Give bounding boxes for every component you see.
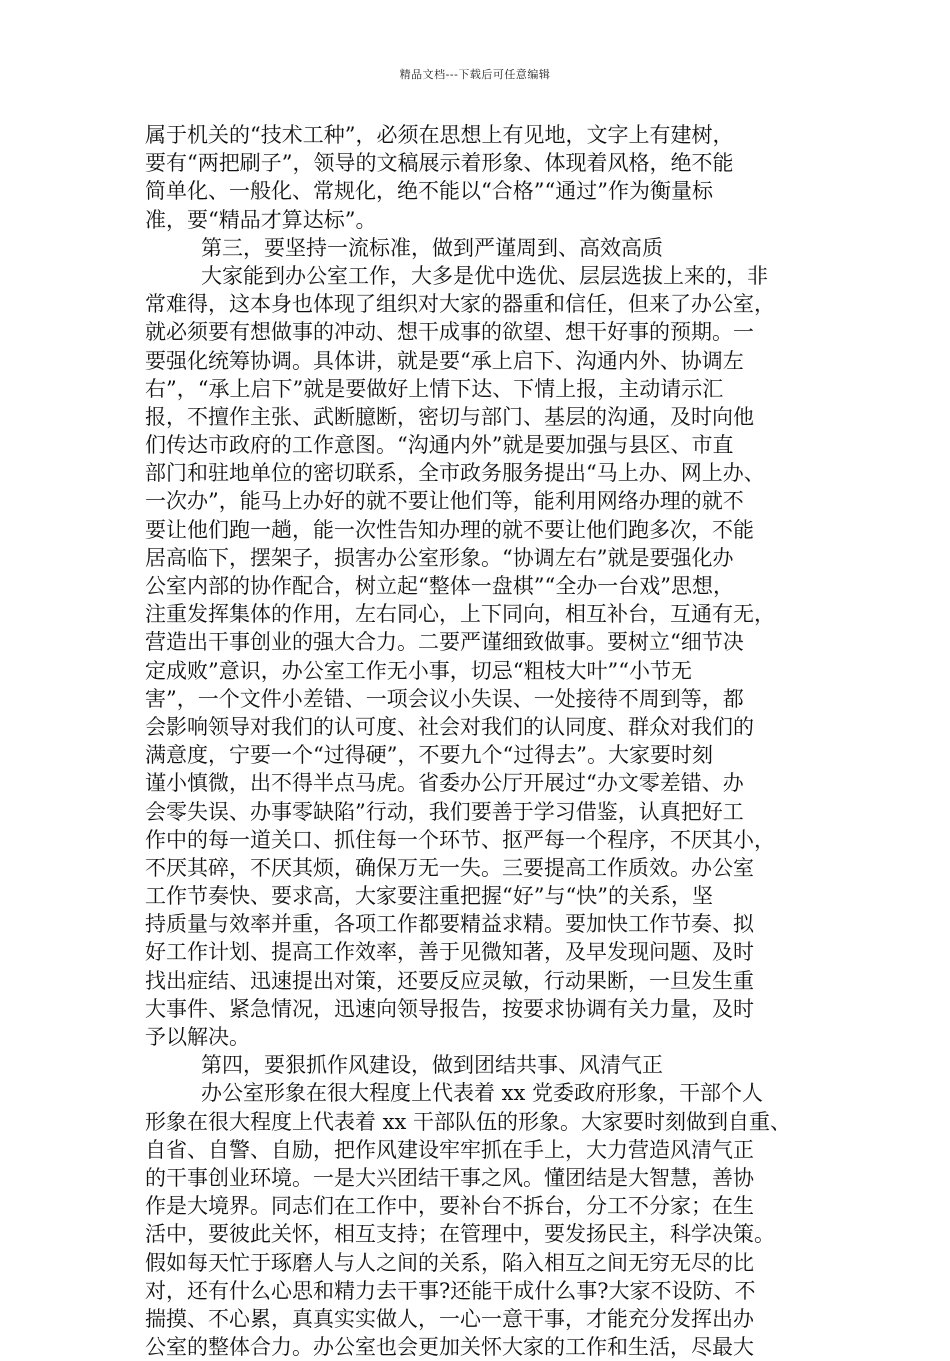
text-line: 对，还有什么心思和精力去干事?还能干成什么事?大家不设防、不 [145,1278,756,1303]
text-line: 一次办”，能马上办好的就不要让他们等，能利用网络办理的就不 [145,489,744,514]
text-line: 不厌其碎，不厌其烦，确保万无一失。三要提高工作质效。办公室 [145,855,754,880]
text-line: 大家能到办公室工作，大多是优中选优、层层选拔上来的，非 [201,263,768,288]
text-line: 营造出干事创业的强大合力。二要严谨细致做事。要树立“细节决 [145,630,744,655]
text-line: 找出症结、迅速提出对策，还要反应灵敏，行动果断，一旦发生重 [145,968,754,993]
text-line: 假如每天忙于琢磨人与人之间的关系，陷入相互之间无穷无尽的比 [145,1250,754,1275]
text-line: 就必须要有想做事的冲动、想干成事的欲望、想干好事的预期。一 [145,320,754,345]
text-line: 属于机关的“技术工种”，必须在思想上有见地，文字上有建树， [145,123,734,147]
text-line: 持质量与效率并重，各项工作都要精益求精。要加快工作节奏、拟 [145,912,754,937]
text-line: 要让他们跑一趟，能一次性告知办理的就不要让他们跑多次，不能 [145,517,754,542]
text-line: 形象在很大程度上代表着 xx 干部队伍的形象。大家要时刻做到自重、 [145,1109,792,1134]
text-line: 第三，要坚持一流标准，做到严谨周到、高效高质 [201,235,663,260]
text-line: 简单化、一般化、常规化，绝不能以“合格”“通过”作为衡量标 [145,179,713,204]
text-line: 谨小慎微，出不得半点马虎。省委办公厅开展过“办文零差错、办 [145,771,744,796]
text-line: 注重发挥集体的作用，左右同心，上下同向，相互补台，互通有无， [145,602,775,627]
text-line: 揣摸、不心累，真真实实做人，一心一意干事，才能充分发挥出办 [145,1306,754,1331]
text-line: 公室的整体合力。办公室也会更加关怀大家的工作和生活，尽最大 [145,1335,754,1360]
text-line: 定成败”意识，办公室工作无小事，切忌“粗枝大叶”“小节无 [145,658,692,683]
text-line: 常难得，这本身也体现了组织对大家的器重和信任，但来了办公室， [145,292,775,317]
text-line: 部门和驻地单位的密切联系，全市政务服务提出“马上办、网上办、 [145,461,765,486]
text-line: 作中的每一道关口、抓住每一个环节、抠严每一个程序，不厌其小， [145,827,775,852]
text-line: 会零失误、办事零缺陷”行动，我们要善于学习借鉴，认真把好工 [145,799,744,824]
text-line: 要强化统筹协调。具体讲，就是要“承上启下、沟通内外、协调左 [145,348,744,373]
text-line: 准，要“精品才算达标”。 [145,207,377,232]
text-line: 满意度，宁要一个“过得硬”，不要九个“过得去”。大家要时刻 [145,743,713,768]
text-line: 要有“两把刷子”，领导的文稿展示着形象、体现着风格，绝不能 [145,151,734,176]
text-line: 作是大境界。同志们在工作中，要补台不拆台，分工不分家；在生 [145,1194,754,1219]
text-line: 好工作计划、提高工作效率，善于见微知著，及早发现问题、及时 [145,940,754,965]
text-line: 第四，要狠抓作风建设，做到团结共事、风清气正 [201,1053,663,1078]
page-header: 精品文档---下载后可任意编辑 [399,68,551,81]
text-line: 右”，“承上启下”就是要做好上情下达、下情上报，主动请示汇 [145,376,724,401]
text-line: 大事件、紧急情况，迅速向领导报告，按要求协调有关力量，及时 [145,996,754,1021]
text-line: 活中，要彼此关怀，相互支持；在管理中，要发扬民主，科学决策。 [145,1222,775,1247]
text-line: 们传达市政府的工作意图。“沟通内外”就是要加强与县区、市直 [145,433,734,458]
text-line: 报，不擅作主张、武断臆断，密切与部门、基层的沟通，及时向他 [145,404,754,429]
text-line: 居高临下，摆架子，损害办公室形象。“协调左右”就是要强化办 [145,545,734,570]
text-line: 公室内部的协作配合，树立起“整体一盘棋”“全办一台戏”思想， [145,574,734,598]
text-line: 予以解决。 [145,1025,250,1049]
text-line: 工作节奏快、要求高，大家要注重把握“好”与“快”的关系，坚 [145,884,713,909]
document-body [145,121,811,1361]
text-line: 办公室形象在很大程度上代表着 xx 党委政府形象，干部个人 [201,1081,764,1106]
text-line: 自省、自警、自励，把作风建设牢牢抓在手上，大力营造风清气正 [145,1137,754,1162]
text-line: 的干事创业环境。一是大兴团结干事之风。懂团结是大智慧，善协 [145,1165,754,1190]
text-line: 害”，一个文件小差错、一项会议小失误、一处接待不周到等，都 [145,686,744,711]
text-line: 会影响领导对我们的认可度、社会对我们的认同度、群众对我们的 [145,714,754,739]
